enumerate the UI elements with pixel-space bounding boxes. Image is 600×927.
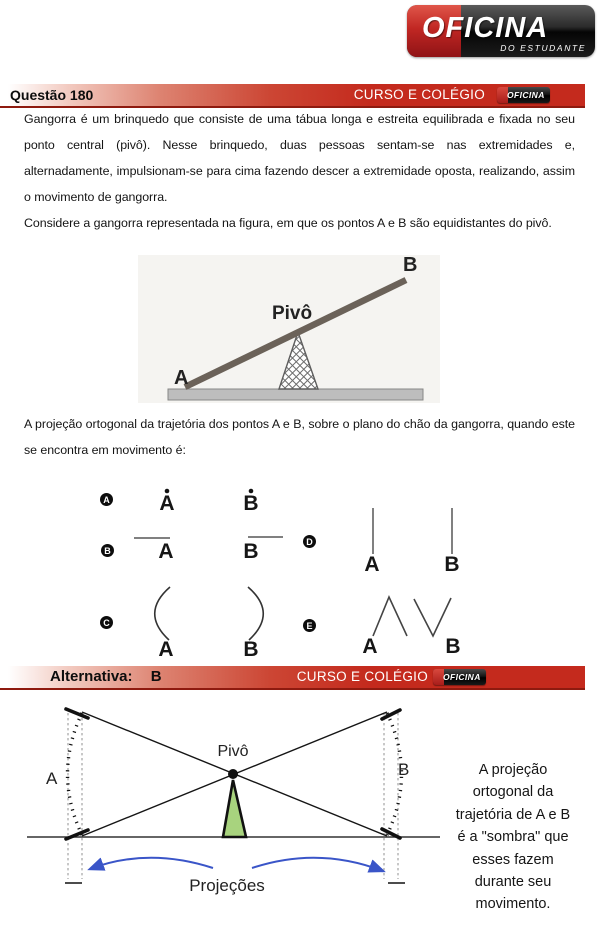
oficina-logo-wordmark: OFICINA <box>422 12 549 44</box>
ground-bar <box>168 389 423 400</box>
option-c-point-a: A <box>158 638 174 661</box>
header-school-name: CURSO E COLÉGIO <box>353 87 485 102</box>
option-a-badge: A <box>100 493 113 506</box>
note-line: trajetória de A e B <box>455 806 571 823</box>
oficina-mini-logo <box>497 87 550 103</box>
question-number: Questão 180 <box>10 87 94 103</box>
option-d-point-b: B <box>444 553 460 576</box>
projection-arrow-right <box>252 858 383 871</box>
note-line: durante seu <box>474 874 552 891</box>
figure2-projections-label: Projeções <box>189 876 265 895</box>
option-b-point-a: A <box>158 540 174 563</box>
figure1-label-a: A <box>174 367 189 389</box>
oficina-mini-logo-text: OFICINA <box>507 90 545 100</box>
note-line: é a "sombra" que <box>457 829 569 846</box>
option-c-arc-left <box>155 587 170 640</box>
oficina-mini-logo-answer-text: OFICINA <box>443 672 481 682</box>
answer-explanation-note <box>447 759 579 916</box>
statement-paragraph-1: Gangorra é um brinquedo que consiste de uma tábua longa e estreita equilibrada e fixada no seu ponto central (pivô). Nesse brinquedo, duas pessoas sentam-se nas extremidades e, alternadamente, impulsionam-se para cima fazendo descer a extremidade oposta, realizando, assim o movimento de gangorra. <box>24 112 575 204</box>
oficina-logo-tagline: DO ESTUDANTE <box>500 43 586 53</box>
note-line: movimento. <box>475 896 551 913</box>
projection-arrow-left <box>90 858 213 869</box>
question-statement <box>24 106 575 236</box>
option-c-badge: C <box>100 616 113 629</box>
option-e-peak <box>373 597 407 636</box>
statement-paragraph-2: Considere a gangorra representada na figura, em que os pontos A e B são equidistantes do pivô. <box>24 216 552 230</box>
pivot-point <box>228 769 238 779</box>
arc-b-top-tip <box>382 710 400 719</box>
figure1-pivot-label: Pivô <box>271 303 313 324</box>
answer-label: Alternativa: <box>50 668 133 685</box>
option-c-arc-right <box>248 587 263 640</box>
prompt-text: A projeção ortogonal da trajetória dos pontos A e B, sobre o plano do chão da gangorra, quando este se encontra em movimento é: <box>24 417 575 457</box>
options-shapes <box>0 485 600 670</box>
answer-label-group <box>50 666 162 688</box>
figure2-pivot-label: Pivô <box>217 743 249 760</box>
option-e-point-b: B <box>445 635 461 658</box>
figure1-label-b: B <box>403 254 418 276</box>
option-d-point-a: A <box>364 553 380 576</box>
figure2-label-a: A <box>46 769 58 788</box>
question-prompt <box>24 411 575 463</box>
oficina-mini-logo-answer <box>433 669 486 685</box>
figure2-label-b: B <box>398 760 410 779</box>
option-a-point-b: B <box>243 492 259 515</box>
option-b-point-b: B <box>243 540 259 563</box>
oficina-logo <box>407 5 595 57</box>
question-header-bar <box>0 84 585 108</box>
option-e-badge: E <box>303 619 316 632</box>
option-b-badge: B <box>101 544 114 557</box>
note-line: A projeção <box>478 762 548 778</box>
option-e-valley <box>414 598 451 636</box>
trajectory-arc-a <box>68 713 83 835</box>
option-c-point-b: B <box>243 638 259 661</box>
answer-header-bar <box>0 666 585 690</box>
option-d-badge: D <box>303 535 316 548</box>
seesaw-figure <box>0 253 600 405</box>
note-line: ortogonal da <box>472 784 554 801</box>
answer-school-name: CURSO E COLÉGIO <box>296 669 428 684</box>
answer-value: B <box>150 668 162 685</box>
note-line: esses fazem <box>472 851 554 868</box>
option-a-point-a: A <box>159 492 175 515</box>
option-e-point-a: A <box>362 635 378 658</box>
pivot-support-triangle <box>223 780 246 837</box>
